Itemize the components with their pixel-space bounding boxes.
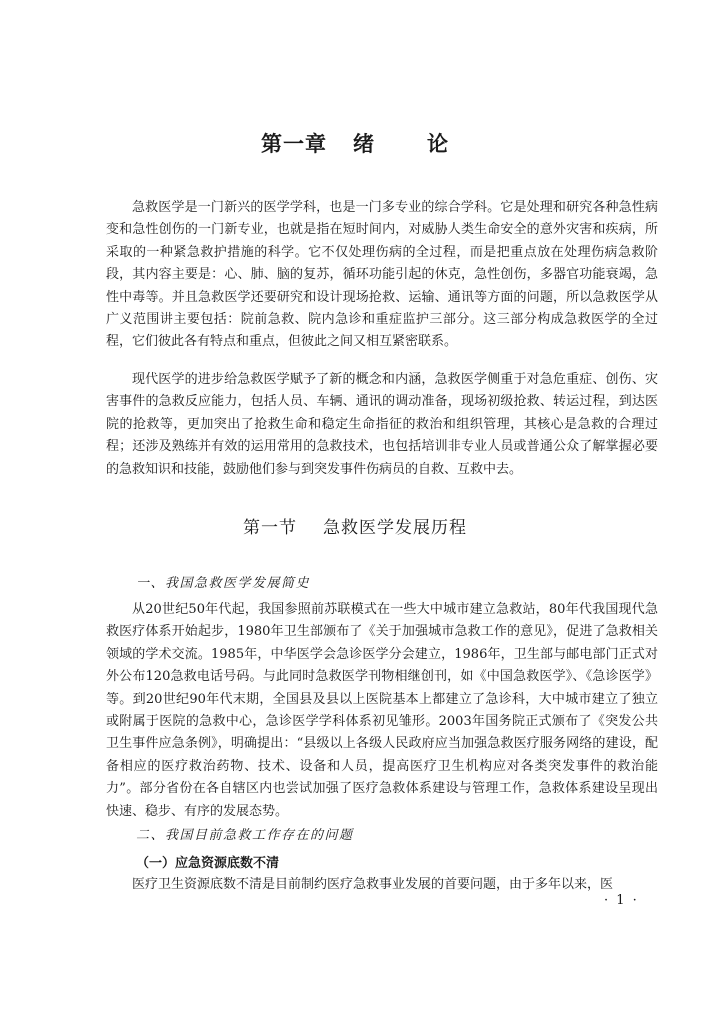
section-number: 第一节	[243, 518, 297, 538]
page-number: · 1 ·	[604, 893, 639, 908]
subsection-2-subheading: （一）应急资源底数不清	[136, 856, 280, 871]
subsection-1-paragraph: 从20世纪50年代起，我国参照前苏联模式在一些大中城市建立急救站，80年代我国现代急救医疗体系开始起步，1980年卫生部颁布了《关于加强城市急救工作的意见》，促进了急救相关领域的学术交流。1985年，中华医学会急诊医学分会建立，1986年，卫生部与邮电部门正式对外公布120急救电话号码。与此同时急救医学刊物相继创刊，如《中国急救医学》、《急诊医学》等。到20世纪90年代末期，全国县及县以上医院基本上都建立了急诊科，大中城市建立了独立或附属于医院的急救中心，急诊医学学科体系初见雏形。2003年国务院正式颁布了《突发公共卫生事件应急条例》，明确提出：“县级以上各级人民政府应当加强急救医疗服务网络的建设，配备相应的医疗救治药物、技术、设备和人员，提高医疗卫生机构应对各类突发事件的救治能力”。部分省份在各自辖区内也尝试加强了医疗急救体系建设与管理工作，急救体系建设呈现出快速、稳步、有序的发展态势。	[106, 602, 658, 819]
section-title-text: 急救医学发展历程	[323, 518, 467, 538]
intro-paragraph-1: 急救医学是一门新兴的医学学科，也是一门多专业的综合学科。它是处理和研究各种急性病变和急性创伤的一门新专业，也就是指在短时间内，对威胁人类生命安全的意外灾害和疾病，所采取的一种紧急救护措施的科学。它不仅处理伤病的全过程，而是把重点放在处理伤病急救阶段，其内容主要是：心、肺、脑的复苏，循环功能引起的休克，急性创伤，多器官功能衰竭，急性中毒等。并且急救医学还要研究和设计现场抢救、运输、通讯等方面的问题，所以急救医学从广义范围讲主要包括：院前急救、院内急诊和重症监护三部分。这三部分构成急救医学的全过程，它们彼此各有特点和重点，但彼此之间又相互紧密联系。	[106, 200, 658, 350]
subsection-2-heading: 二、我国目前急救工作存在的问题	[136, 828, 354, 843]
intro-paragraph-2: 现代医学的进步给急救医学赋予了新的概念和内涵，急救医学侧重于对急危重症、创伤、灾害事件的急救反应能力，包括人员、车辆、通讯的调动准备，现场初级抢救、转运过程，到达医院的抢救等，更加突出了抢救生命和稳定生命指征的救治和组织管理，其核心是急救的合理过程；还涉及熟练并有效的运用常用的急救技术，也包括培训非专业人员或普通公众了解掌握必要的急救知识和技能，鼓励他们参与到突发事件伤病员的自救、互救中去。	[106, 372, 658, 477]
subsection-2-paragraph: 医疗卫生资源底数不清是目前制约医疗急救事业发展的首要问题，由于多年以来，医	[132, 877, 614, 892]
subsection-1-heading: 一、我国急救医学发展简史	[136, 576, 311, 591]
chapter-number: 第一章	[261, 132, 327, 156]
chapter-title	[0, 128, 710, 158]
chapter-title-part2: 论	[427, 132, 449, 156]
section-title	[0, 513, 710, 538]
chapter-title-part1: 绪	[353, 132, 375, 156]
